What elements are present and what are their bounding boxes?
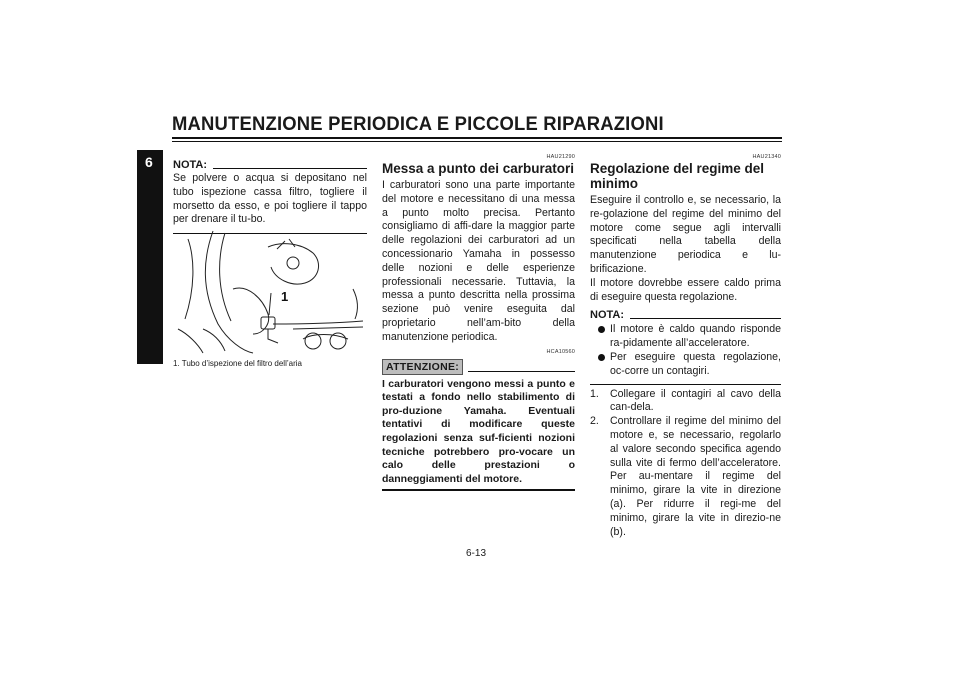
section-heading-right: Regolazione del regime del minimo xyxy=(590,161,765,191)
nota-label-right: NOTA: xyxy=(590,309,625,322)
page-title: MANUTENZIONE PERIODICA E PICCOLE RIPARAZIONI xyxy=(172,114,664,135)
list-item xyxy=(590,351,781,379)
motorcycle-illustration xyxy=(173,229,366,354)
list-item xyxy=(590,415,781,539)
step-text: Controllare il regime del minimo del motore e, se necessario, regolarlo al valore secondo specifica agendo sulla vite di fermo dell’acceleratore. Per au-mentare il regime del minimo, girare la vite in direzione (a). Per ridurre il regi-me del minimo, girare la vite in direzio-ne (b). xyxy=(610,415,781,538)
section-code: HAU21290 xyxy=(546,154,575,160)
caution-heading xyxy=(382,359,575,375)
air-filter-figure xyxy=(173,229,366,354)
section-body: I carburatori sono una parte importante del motore e necessitano di una messa a punto molto precisa. Pertanto consigliamo di affi-dare la maggior parte delle regolazioni dei carburatori ad un concessionario Yamaha in possesso delle nozioni e delle esperienze professionali necessarie. Tuttavia, la messa a punto descritta nella prossima sezione può venire eseguita dal proprietario nell’am-bito della manutenzione periodica. xyxy=(382,179,575,343)
right-column xyxy=(590,154,781,539)
step-number: 2. xyxy=(590,415,599,428)
step-number: 1. xyxy=(590,387,599,400)
section-body-right: Eseguire il controllo e, se necessario, la re-golazione del regime del minimo del motore come segue agli intervalli specificati nella tabella della manutenzione periodica e lu-brificazione. Il motore dovrebbe essere caldo prima di eseguire questa regolazione. xyxy=(590,194,781,303)
nota-label: NOTA: xyxy=(173,159,208,171)
caution-code: HCA10560 xyxy=(546,348,575,355)
section-code-right: HAU21340 xyxy=(752,154,781,160)
section-heading: Messa a punto dei carburatori xyxy=(382,161,575,176)
bullet-text: Per eseguire questa regolazione, oc-corre un contagiri. xyxy=(610,350,781,377)
nota-rule xyxy=(213,168,367,169)
bullet-icon xyxy=(598,354,605,361)
nota-bullet-list xyxy=(590,323,781,378)
nota-end-rule-right xyxy=(590,384,781,385)
caution-end-rule xyxy=(382,489,575,491)
nota-text: Se polvere o acqua si depositano nel tubo ispezione cassa filtro, togliere il morsetto da esso, e poi togliere il tappo per drenare il tu-bo. xyxy=(173,172,367,226)
left-column xyxy=(173,157,367,234)
figure-callout: 1 xyxy=(281,289,289,304)
caution-rule xyxy=(468,371,575,372)
list-item xyxy=(590,388,781,416)
nota-rule-right xyxy=(630,318,781,319)
nota-heading-right xyxy=(590,307,781,321)
step-text: Collegare il contagiri al cavo della can-dela. xyxy=(610,387,781,414)
bullet-text: Il motore è caldo quando risponde ra-pidamente all’acceleratore. xyxy=(610,323,781,350)
caution-text: I carburatori vengono messi a punto e testati a fondo nello stabilimento di pro-duzione Yamaha. Eventuali tentativi di modificare queste regolazioni senza suf-ficienti nozioni tecniche potrebbero pro-vocare un calo delle prestazioni o danneggiamenti del motore. xyxy=(382,377,575,485)
page-number: 6-13 xyxy=(466,548,487,559)
middle-column xyxy=(382,154,575,491)
chapter-tab xyxy=(137,150,163,364)
bullet-icon xyxy=(598,326,605,333)
header-rule-thin xyxy=(172,141,782,142)
caution-label: ATTENZIONE: xyxy=(382,359,463,375)
chapter-number: 6 xyxy=(145,154,153,170)
nota-heading xyxy=(173,157,367,171)
list-item xyxy=(590,323,781,351)
header-rule xyxy=(172,137,782,139)
figure-caption: 1. Tubo d’ispezione del filtro dell’aria xyxy=(173,359,302,368)
procedure-steps xyxy=(590,388,781,540)
